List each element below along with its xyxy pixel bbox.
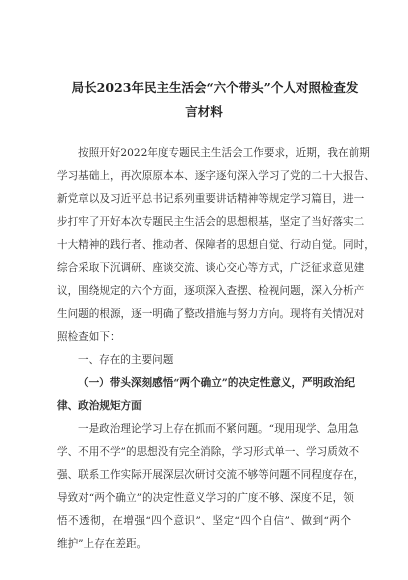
body-line: 学、不用不学”的思想没有完全消除，学习形式单一、学习质效不 [57, 446, 360, 458]
body-line: 学习基础上，再次原原本本、逐字逐句深入学习了党的二十大报告、 [57, 170, 375, 182]
subsection-heading: （一）带头深刻感悟“两个确立”的决定性意义，严明政治纪 [78, 377, 356, 389]
body-line: 十大精神的践行者、推动者、保障者的思想自觉、行动自觉。同时， [57, 239, 375, 251]
body-line: 综合采取下沉调研、座谈交流、谈心交心等方式，广泛征求意见建 [57, 262, 365, 274]
body-line: 照检查如下： [57, 331, 121, 343]
body-line: 导致对“两个确立”的决定性意义学习的广度不够、深度不足，领 [57, 492, 354, 504]
document-title-line-1: 局长2023年民主生活会“六个带头”个人对照检查发 [71, 80, 359, 95]
body-line: 步打牢了开好本次专题民主生活会的思想根基，坚定了当好落实二 [57, 216, 365, 228]
subsection-heading-continued: 律、政治规矩方面 [57, 400, 142, 412]
body-line: 议，围绕规定的六个方面，逐项深入查摆、检视问题，深入分析产 [57, 285, 365, 297]
body-line: 一是政治理论学习上存在抓而不紧问题。“现用现学、急用急 [78, 423, 359, 435]
body-line: 强、联系工作实际开展深层次研讨交流不够等问题不同程度存在， [57, 469, 365, 481]
body-line: 悟不透彻，在增强“四个意识”、坚定“四个自信”、做到“两个 [57, 515, 351, 527]
body-line: 新党章以及习近平总书记系列重要讲话精神等规定学习篇目，进一 [57, 193, 365, 205]
body-line: 按照开好2022年度专题民主生活会工作要求，近期，我在前期 [78, 147, 370, 159]
section-heading: 一、存在的主要问题 [78, 354, 174, 366]
body-line: 维护”上存在差距。 [57, 538, 148, 550]
document-title-line-2: 言材料 [185, 104, 223, 119]
body-line: 生问题的根源，逐一明确了整改措施与努力方向。现将有关情况对 [57, 308, 365, 320]
